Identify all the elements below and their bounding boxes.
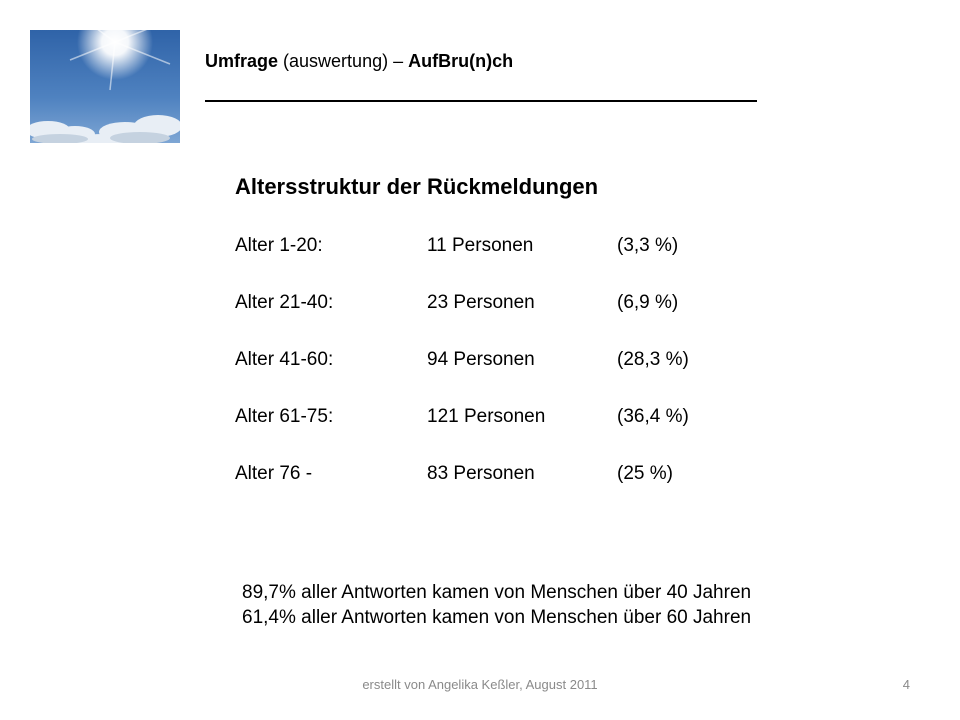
summary-block: [242, 580, 751, 630]
sky-sun-photo: [30, 30, 180, 143]
summary-line: 89,7% aller Antworten kamen von Menschen über 40 Jahren: [242, 582, 752, 603]
age-count: 83 Personen: [427, 463, 535, 484]
age-count: 11 Personen: [427, 235, 534, 256]
section-heading: Altersstruktur der Rückmeldungen: [235, 174, 599, 199]
age-label: Alter 76 -: [235, 463, 313, 484]
age-share: (28,3 %): [617, 349, 689, 370]
age-count: 121 Personen: [427, 406, 546, 427]
age-share: (6,9 %): [617, 292, 679, 313]
age-share: (36,4 %): [617, 406, 689, 427]
summary-line: 61,4% aller Antworten kamen von Menschen über 60 Jahren: [242, 607, 752, 628]
age-label: Alter 21-40:: [235, 292, 334, 313]
age-label: Alter 41-60:: [235, 349, 334, 370]
age-label: Alter 61-75:: [235, 406, 334, 427]
page-header-title: [205, 50, 513, 72]
age-share: (25 %): [617, 463, 673, 484]
age-share: (3,3 %): [617, 235, 679, 256]
header-divider: [205, 100, 757, 102]
header-title-part-1: Umfrage: [205, 51, 279, 71]
age-count: 23 Personen: [427, 292, 535, 313]
header-title-part-2: (auswertung) –: [278, 51, 409, 71]
page-number: 4: [902, 677, 910, 692]
footer-credit: erstellt von Angelika Keßler, August 2011: [362, 677, 598, 692]
age-count: 94 Personen: [427, 349, 535, 370]
header-title-part-3: AufBru(n)ch: [408, 51, 514, 71]
age-label: Alter 1-20:: [235, 235, 323, 256]
